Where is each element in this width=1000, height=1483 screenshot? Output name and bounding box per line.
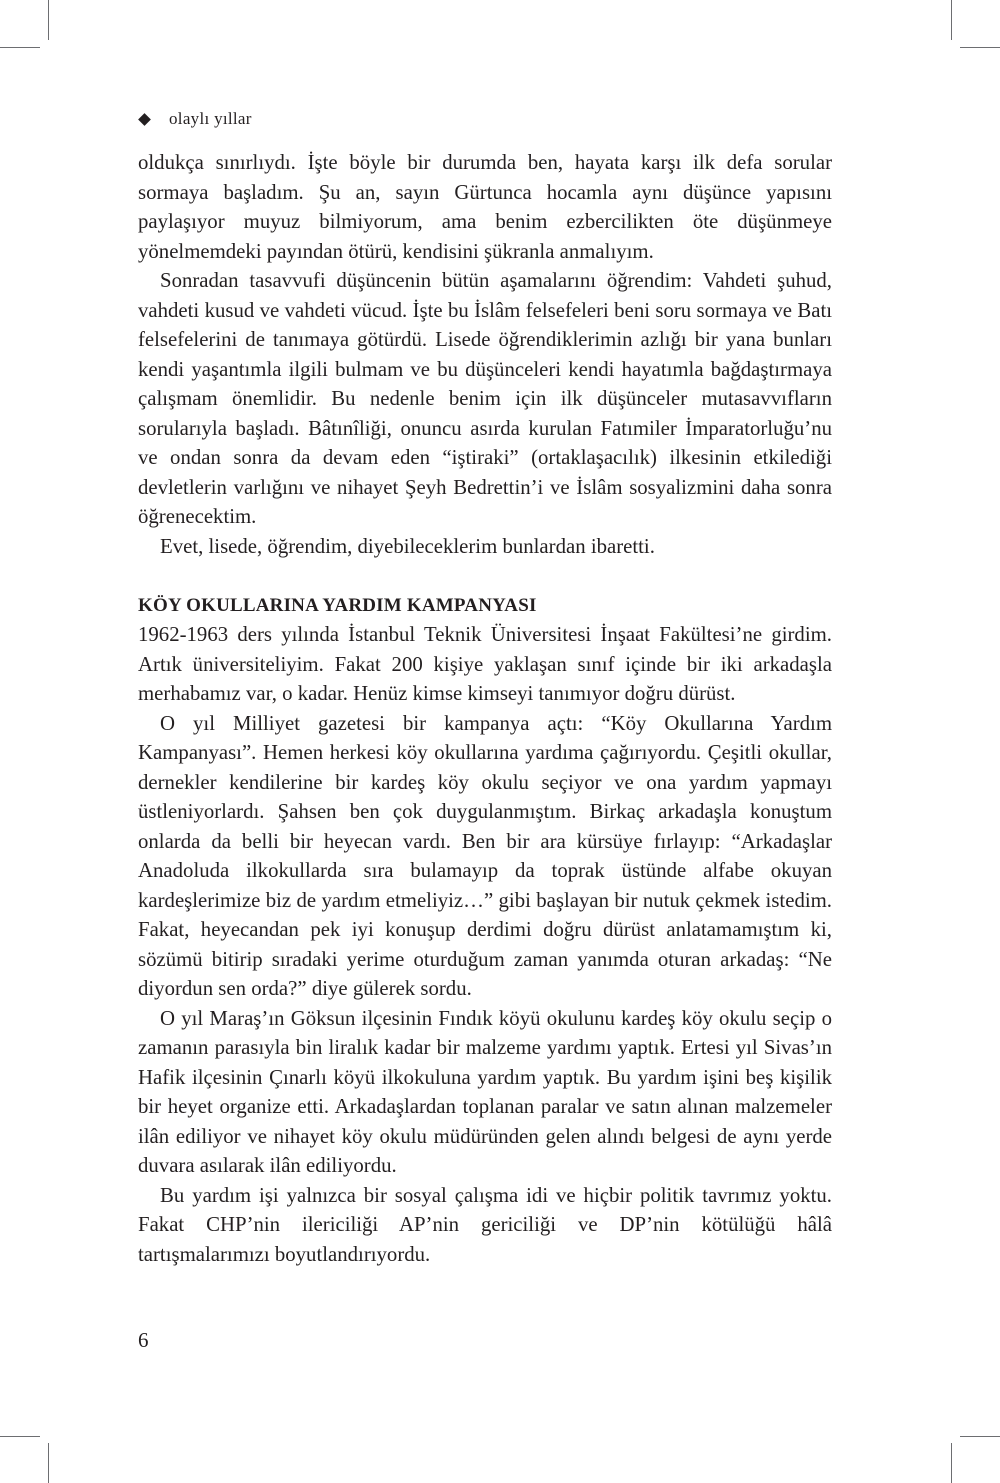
paragraph: oldukça sınırlıydı. İşte böyle bir durumda ben, hayata karşı ilk defa sorular sormaya başladım. Şu an, sayın Gürtunca hocamla aynı düşünce yapısını paylaşıyor muyuz bilmiyorum, ama benim ezbercilikten öte düşünmeye yönelmemdeki payından ötürü, kendisini şükranla anmalıyım. bbox=[138, 151, 832, 263]
running-head-title: olaylı yıllar bbox=[169, 109, 252, 128]
crop-mark-top-right bbox=[951, 0, 952, 40]
crop-mark-bottom-left bbox=[48, 1443, 49, 1483]
paragraph: Evet, lisede, öğrendim, diyebileceklerim bunlardan ibaretti. bbox=[160, 534, 655, 558]
paragraph: 1962-1963 ders yılında İstanbul Teknik Üniversitesi İnşaat Fakültesi’ne girdim. Artık üniversiteliyim. Fakat 200 kişiye yaklaşan sınıf içinde bir iki arkadaşla merhabamız var, o kadar. Henüz kimse kimseyi tanımıyor doğru dürüst. bbox=[138, 623, 832, 705]
crop-mark-top-left-h bbox=[0, 47, 40, 48]
page-number: 6 bbox=[138, 1328, 149, 1352]
body-text bbox=[138, 148, 832, 1269]
crop-mark-bottom-right bbox=[951, 1443, 952, 1483]
crop-mark-top-right-h bbox=[960, 47, 1000, 48]
paragraph: O yıl Maraş’ın Göksun ilçesinin Fındık köyü okulunu kardeş köy okulu seçip o zamanın parasıyla bin liralık kadar bir malzeme yardımı yaptık. Ertesi yıl Sivas’ın Hafik ilçesinin Çınarlı köyü ilkokuluna yardım yaptık. Bu yardım işini beş kişilik bir heyet organize etti. Arkadaşlardan toplanan paralar ve satın alınan malzemeler ilân ediliyor ve nihayet köy okulu müdüründen gelen alındı belgesi de aynı yerde duvara asılarak ilân ediliyordu. bbox=[138, 1006, 832, 1177]
crop-mark-bottom-right-h bbox=[960, 1436, 1000, 1437]
crop-mark-top-left bbox=[48, 0, 49, 40]
paragraph: O yıl Milliyet gazetesi bir kampanya açtı: “Köy Okullarına Yardım Kampanyası”. Hemen herkesi köy okullarına yardıma çağırıyordu. Çeşitli okullar, dernekler kendilerine bir kardeş köy okulu seçiyor ve ona yardım yapmayı üstleniyorlardı. Şahsen ben çok duygulanmıştım. Birkaç arkadaşla konuştum onlarda da belli bir heyecan vardı. Ben bir ara kürsüye fırlayıp: “Arkadaşlar Anadoluda ilkokullarda sıra bulamayıp da toprak üstünde alfabe okuyan kardeşlerimize biz de yardım etmeliyiz…” gibi başlayan bir nutuk çekmek istedim. Fakat, heyecandan pek iyi konuşup derdimi doğru dürüst anlatamamıştım ki, sözümü bitirip sıradaki yerime oturduğum zaman yanımda oturan arkadaş: “Ne diyordun sen orda?” diye gülerek sordu. bbox=[138, 711, 832, 1000]
crop-mark-bottom-left-h bbox=[0, 1436, 40, 1437]
running-head bbox=[138, 109, 252, 129]
diamond-bullet-icon bbox=[138, 113, 151, 126]
paragraph: Sonradan tasavvufi düşüncenin bütün aşamalarını öğrendim: Vahdeti şuhud, vahdeti kusud ve vahdeti vücud. İşte bu İslâm felsefeleri beni soru sormaya ve Batı felsefelerini de tanımaya götürdü. Lisede öğrendiklerimin azlığı bir yana bunları kendi yaşantımla ilgili bulmam ve bu düşünceleri kendi hayatımla bağdaştırmaya çalışmam önemlidir. Bu nedenle benim için ilk düşünceler mutasavvıfların sorularıyla başladı. Bâtınîliği, onuncu asırda kurulan Fatımiler İmparatorluğu’nu ve ondan sonra da devam eden “iştiraki” (ortaklaşacılık) ilkesinin etkilediği devletlerin varlığını ve nihayet Şeyh Bedrettin’i ve İslâm sosyalizmini daha sonra öğrenecektim. bbox=[138, 269, 832, 528]
section-heading: KÖY OKULLARINA YARDIM KAMPANYASI bbox=[138, 594, 537, 616]
paragraph: Bu yardım işi yalnızca bir sosyal çalışma idi ve hiçbir politik tavrımız yoktu. Fakat CHP’nin ilericiliği AP’nin gericiliği ve DP’nin kötülüğü hâlâ tartışmalarımızı boyutlandırıyordu. bbox=[138, 1183, 832, 1266]
